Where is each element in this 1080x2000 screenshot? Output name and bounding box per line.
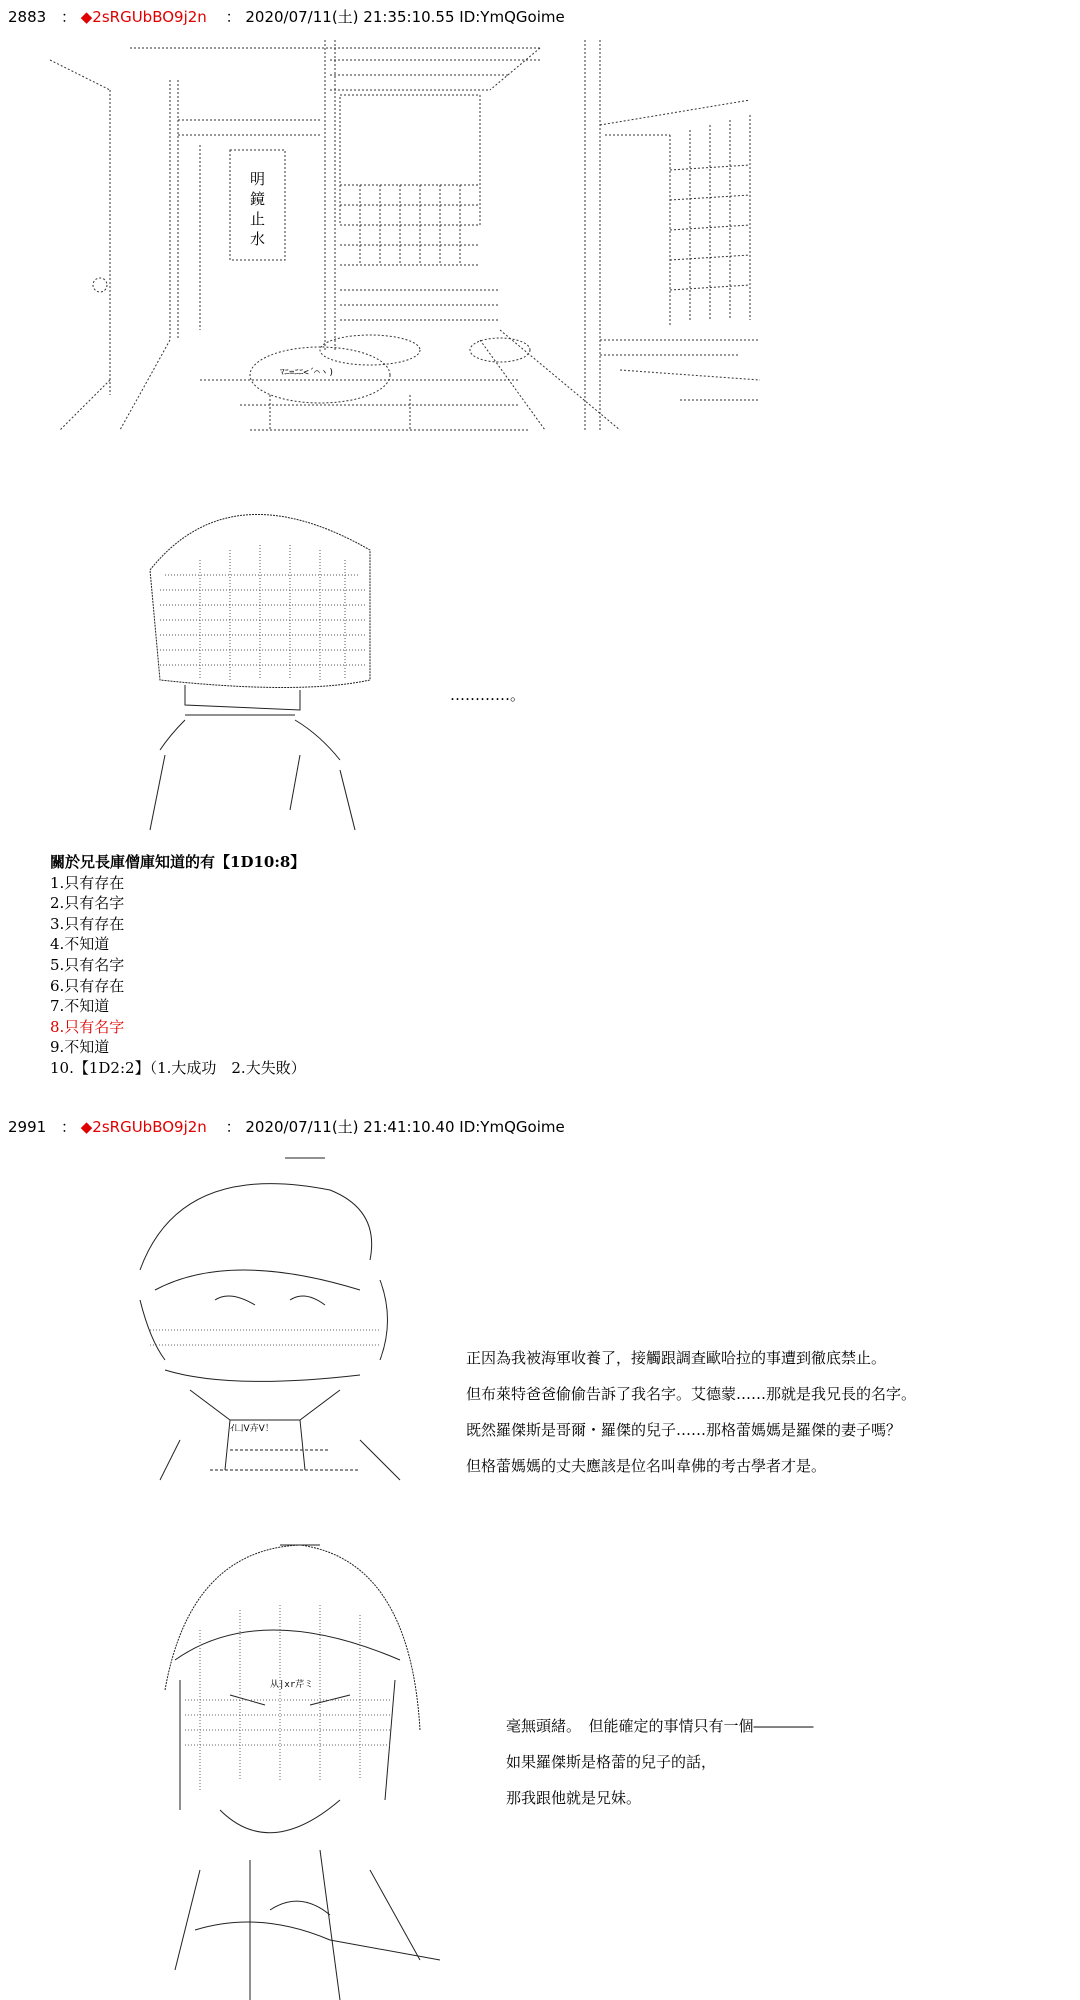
dialogue-block-2 <box>506 1708 814 1816</box>
dialogue-line: 如果羅傑斯是格蕾的兒子的話， <box>506 1753 717 1771</box>
girl-art-text: ｲ凵Ⅴ卉Ⅴ！ <box>230 1424 274 1434</box>
scroll-char-3: 止 <box>250 210 266 228</box>
poster-trip: ◆2sRGUbBO9j2n <box>80 1118 207 1136</box>
vote-option: 7.不知道 <box>50 997 110 1016</box>
dialogue-line: 既然羅傑斯是哥爾・羅傑的兒子……那格蕾媽媽是羅傑的妻子嗎？ <box>466 1421 902 1439</box>
vote-option: 5.只有名字 <box>50 955 125 974</box>
dialogue-line: 正因為我被海軍收養了，接觸跟調查歐哈拉的事遭到徹底禁止。 <box>466 1349 887 1367</box>
room-art-svg <box>0 0 1080 460</box>
room-ascii-art <box>0 0 1080 460</box>
scroll-char-4: 水 <box>250 230 266 248</box>
vote-option: 10.【1D2:2】（1.大成功 2.大失敗） <box>50 1058 306 1077</box>
post-header-2 <box>8 1116 565 1137</box>
scroll-char-2: 鏡 <box>250 190 266 208</box>
dialogue-block-1 <box>466 1340 916 1484</box>
vote-heading: 關於兄長庫僧庫知道的有【1D10:8】 <box>50 853 306 871</box>
dialogue-line: 但布萊特爸爸偷偷告訴了我名字。艾德蒙……那就是我兄長的名字。 <box>466 1385 917 1403</box>
ellipsis-text: …………。 <box>450 686 526 704</box>
character-back-art <box>0 480 1080 840</box>
vote-option: 2.只有名字 <box>50 894 125 913</box>
vote-list <box>50 852 306 1079</box>
vote-option: 1.只有存在 <box>50 873 125 892</box>
post-meta: ： 2020/07/11(土) 21:35:10.55 ID:YmQGoime <box>225 8 565 26</box>
vote-option: 9.不知道 <box>50 1038 110 1057</box>
scroll-char-1: 明 <box>250 170 266 188</box>
post-number[interactable]: 2991 <box>8 1118 47 1136</box>
cushion-art-text: ﾏﾆ=ﾆﾆ<´⌒ヽ) <box>280 368 335 378</box>
vote-option: 3.只有存在 <box>50 914 125 933</box>
vote-option-selected: 8.只有名字 <box>50 1017 125 1036</box>
vote-option: 6.只有存在 <box>50 976 125 995</box>
post-number[interactable]: 2883 <box>8 8 47 26</box>
girl-standing-text: 从|xr芹ミ <box>270 1680 314 1690</box>
poster-trip: ◆2sRGUbBO9j2n <box>80 8 207 26</box>
character-back-svg <box>0 480 1080 840</box>
dialogue-line: 毫無頭緒。 但能確定的事情只有一個―――― <box>506 1717 814 1735</box>
vote-option: 4.不知道 <box>50 935 110 954</box>
dialogue-line: 但格蕾媽媽的丈夫應該是位名叫韋佛的考古學者才是。 <box>466 1457 827 1475</box>
dialogue-line: 那我跟他就是兄妹。 <box>506 1789 642 1807</box>
post-separator: ： <box>60 1118 76 1136</box>
post-meta: ： 2020/07/11(土) 21:41:10.40 ID:YmQGoime <box>225 1118 565 1136</box>
post-separator: ： <box>60 8 76 26</box>
